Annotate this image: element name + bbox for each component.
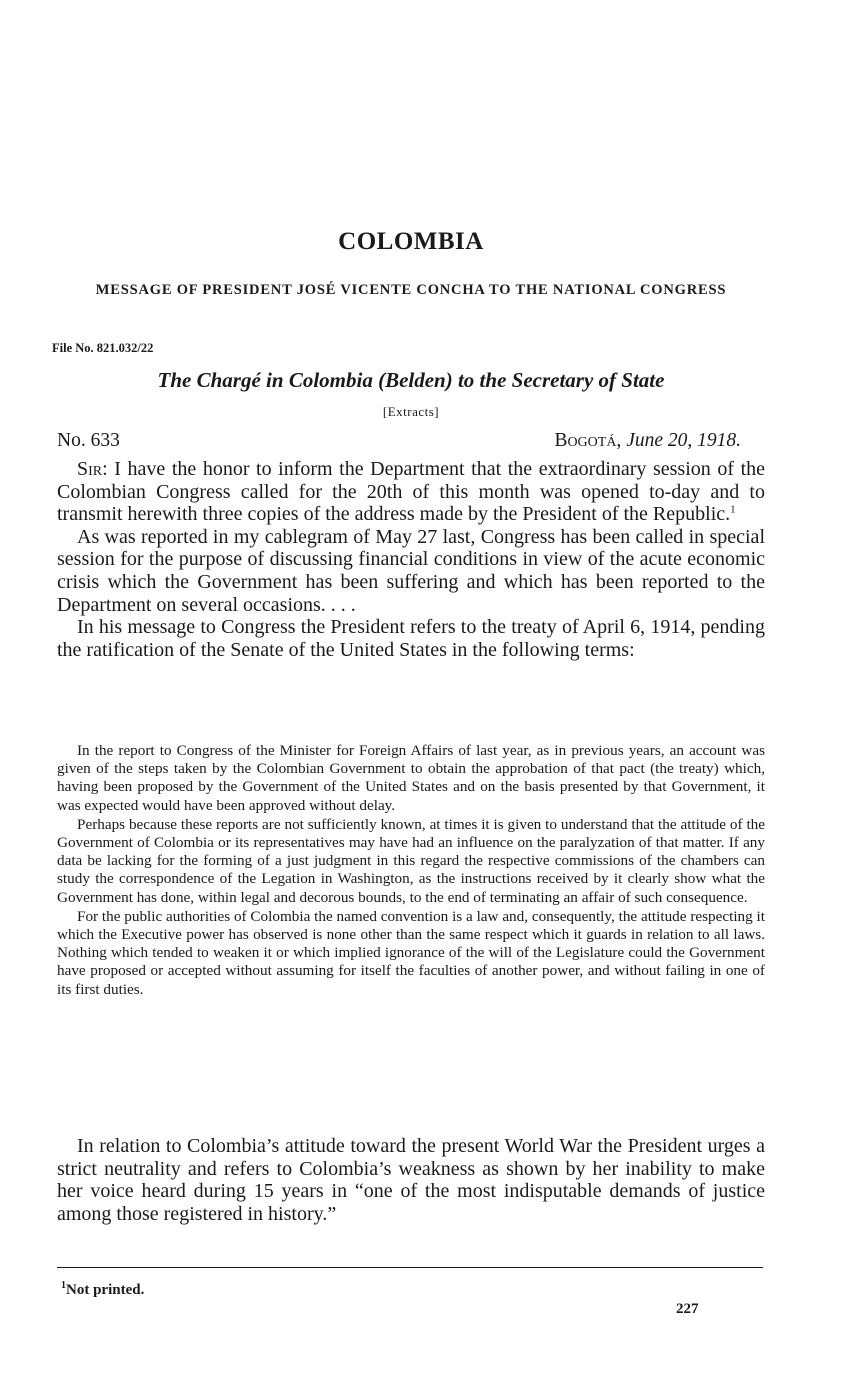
- page-number: 227: [676, 1301, 699, 1317]
- quotation-paragraph: In the report to Congress of the Minister for Foreign Affairs of last year, as in previous years, an account was given of the steps taken by the Colombian Government to obtain the approbation of that pact (the treaty) which, having been proposed by the Government of the United States and on the basis presented by that Government, it was expected would have been approved without delay.: [57, 742, 765, 814]
- dateline: [554, 430, 741, 452]
- footnote-reference: 1: [730, 503, 736, 516]
- footnote: [61, 1280, 144, 1299]
- footnote-divider: [57, 1267, 763, 1268]
- closing-section: [57, 1135, 765, 1225]
- paragraph-text: I have the honor to inform the Department that the extraordinary session of the Colombian Congress called for the 20th of this month was opened to-day and to transmit herewith three copies of the address made by the President of the Republic.: [57, 458, 765, 526]
- block-quotation: [57, 742, 765, 999]
- footnote-text: Not printed.: [66, 1282, 145, 1298]
- letter-body: [57, 458, 765, 661]
- letter-heading: The Chargé in Colombia (Belden) to the Secretary of State: [157, 368, 665, 392]
- document-page: [52, 0, 765, 1380]
- country-title: COLOMBIA: [338, 228, 484, 255]
- quotation-paragraph: Perhaps because these reports are not sufficiently known, at times it is given to understand that the attitude of the Government of Colombia or its representatives may have had an influence on the paralyzation of that matter. If any data be lacking for the forming of a just judgment in this regard the respective commissions of the chambers can study the correspondence of the Legation in Washington, as the instructions received by it clearly show what the Government has done, within legal and decorous bounds, to the end of terminating an affair of such consequence.: [57, 815, 765, 906]
- despatch-number: No. 633: [57, 430, 120, 451]
- message-subtitle: MESSAGE OF PRESIDENT JOSÉ VICENTE CONCHA TO THE NATIONAL CONGRESS: [95, 282, 727, 298]
- footnote-marker: 1: [61, 1280, 66, 1291]
- letter-paragraph: In his message to Congress the President refers to the treaty of April 6, 1914, pending the ratification of the Senate of the United States in the following terms:: [57, 616, 765, 661]
- dateline-date: June 20, 1918.: [626, 430, 741, 451]
- dateline-place: Bogotá,: [554, 430, 622, 451]
- letter-paragraph: As was reported in my cablegram of May 27 last, Congress has been called in special session for the purpose of discussing financial conditions in view of the acute economic crisis which the Government has been suffering and which has been reported to the Department on several occasions. . . .: [57, 525, 765, 616]
- file-number: File No. 821.032/22: [52, 341, 154, 355]
- salutation: Sir:: [77, 458, 108, 480]
- letter-paragraph: [57, 458, 765, 526]
- closing-paragraph: In relation to Colombia’s attitude toward the present World War the President urges a strict neutrality and refers to Colombia’s weakness as shown by her inability to make her voice heard during 15 years in “one of the most indisputable demands of justice among those registered in history.”: [57, 1135, 765, 1225]
- extracts-note: [Extracts]: [382, 404, 440, 419]
- quotation-paragraph: For the public authorities of Colombia the named convention is a law and, consequently, the attitude respecting it which the Executive power has observed is none other than the same respect which it guards in relation to all laws. Nothing which tended to weaken it or which implied ignorance of the will of the Legislature could the Government have proposed or accepted without assuming for itself the faculties of another power, and without failing in one of its first duties.: [57, 907, 765, 998]
